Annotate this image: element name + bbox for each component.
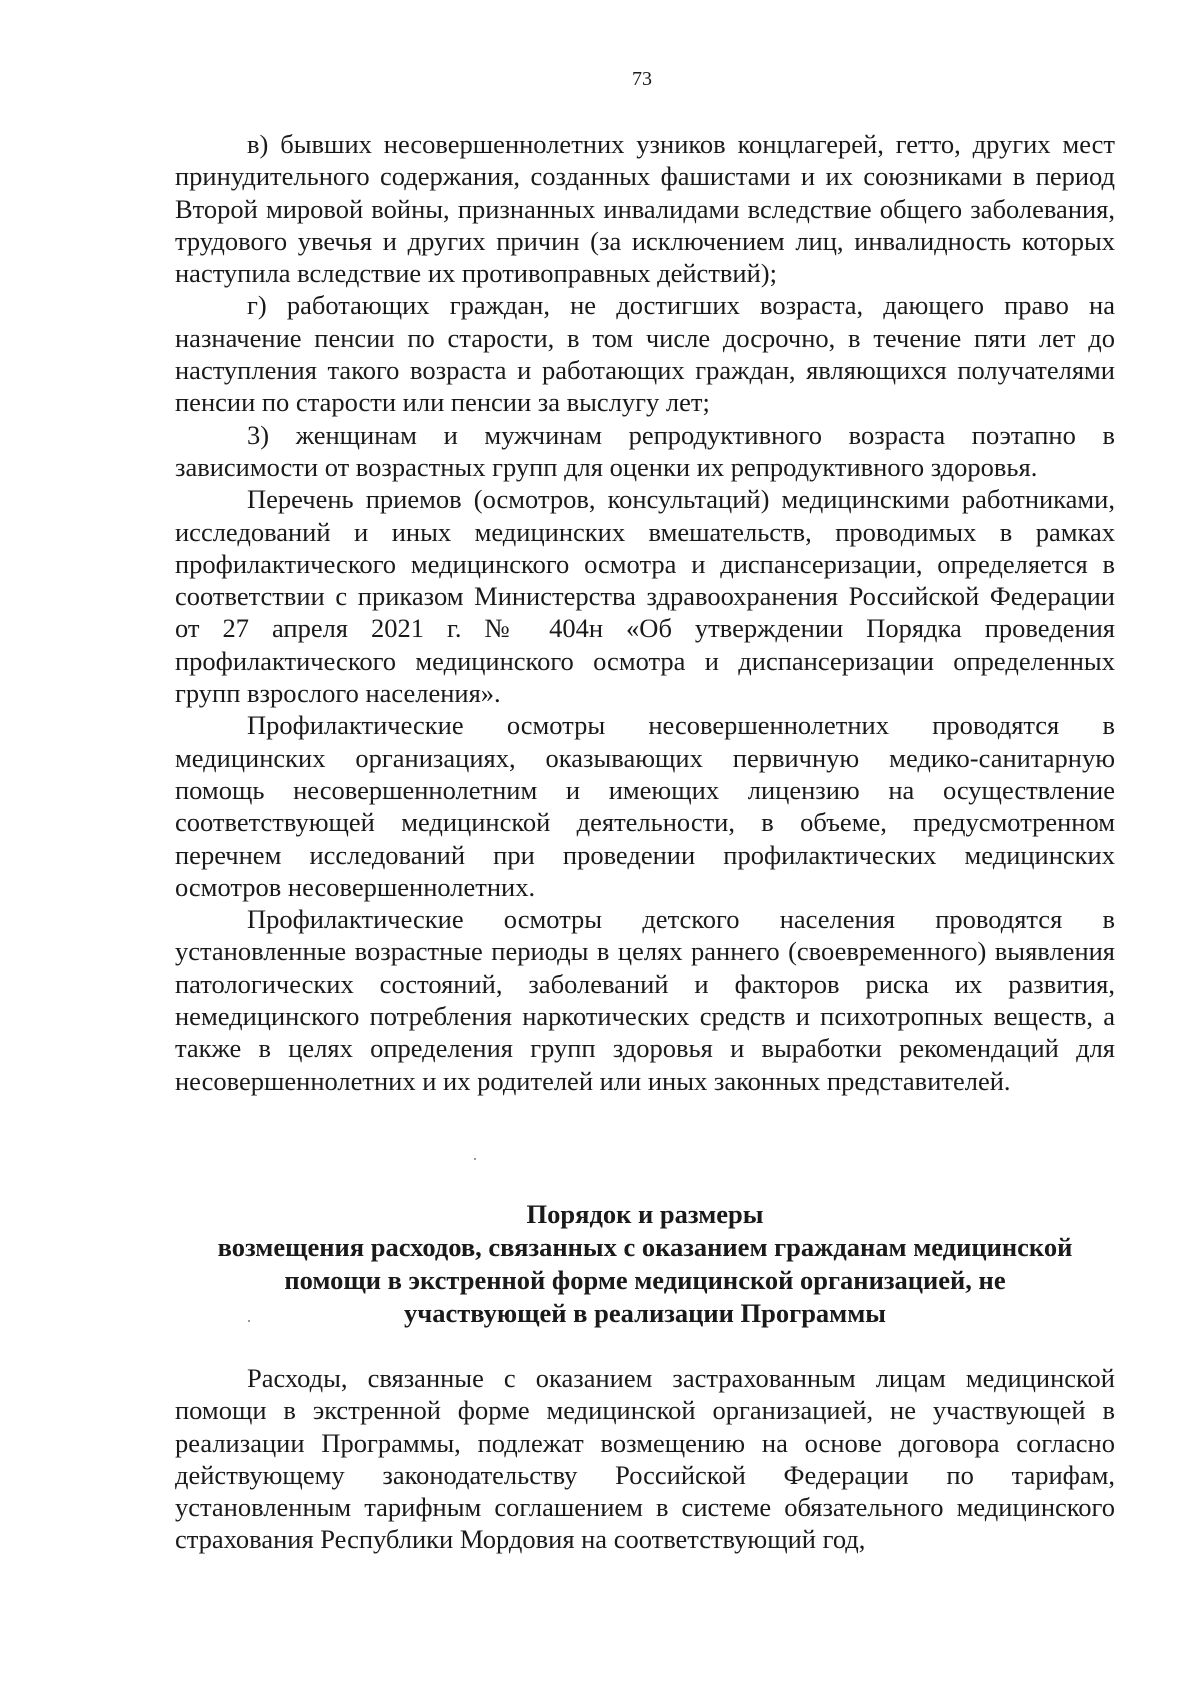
text-block-top [175, 128, 1115, 1097]
paragraph: 3) женщинам и мужчинам репродуктивного возраста поэтапно в зависимости от возрастных групп для оценки их репродуктивного здоровья. [175, 419, 1115, 482]
scan-speck [248, 1320, 250, 1322]
section-heading-line: помощи в экстренной форме медицинской организацией, не [284, 1265, 1006, 1295]
paragraph: в) бывших несовершеннолетних узников концлагерей, гетто, других мест принудительного содержания, созданных фашистами и их союзниками в период Второй мировой войны, признанных инвалидами вследствие общего заболевания, трудового увечья и других причин (за исключением лиц, инвалидность которых наступила вследствие их противоправных действий); [175, 129, 1115, 289]
paragraph: Профилактические осмотры детского населения проводятся в установленные возрастные периоды в целях раннего (своевременного) выявления патологических состояний, заболеваний и факторов риска их развития, немедицинского потребления наркотических средств и психотропных веществ, а также в целях определения групп здоровья и выработки рекомендаций для несовершеннолетних и их родителей или иных законных представителей. [175, 904, 1115, 1096]
section-heading [175, 1198, 1115, 1330]
paragraph: г) работающих граждан, не достигших возраста, дающего право на назначение пенсии по старости, в том числе досрочно, в течение пяти лет до наступления такого возраста и работающих граждан, являющихся получателями пенсии по старости или пенсии за выслугу лет; [175, 290, 1115, 418]
text-block-bottom [175, 1362, 1115, 1556]
page-number: 73 [632, 68, 652, 90]
paragraph: Расходы, связанные с оказанием застрахованным лицам медицинской помощи в экстренной форме медицинской организацией, не участвующей в реализации Программы, подлежат возмещению на основе договора согласно действующему законодательству Российской Федерации по тарифам, установленным тарифным соглашением в системе обязательного медицинского страхования Республики Мордовия на соответствующий год, [175, 1363, 1115, 1555]
scan-speck [474, 1158, 476, 1160]
section-heading-line: Порядок и размеры [526, 1199, 764, 1229]
paragraph: Профилактические осмотры несовершеннолетних проводятся в медицинских организациях, оказывающих первичную медико-санитарную помощь несовершеннолетним и имеющих лицензию на осуществление соответствующей медицинской деятельности, в объеме, предусмотренном перечнем исследований при проведении профилактических медицинских осмотров несовершеннолетних. [175, 710, 1115, 902]
section-heading-line: участвующей в реализации Программы [404, 1298, 886, 1328]
paragraph: Перечень приемов (осмотров, консультаций) медицинскими работниками, исследований и иных медицинских вмешательств, проводимых в рамках профилактического медицинского осмотра и диспансеризации, определяется в соответствии с приказом Министерства здравоохранения Российской Федерации от 27 апреля 2021 г. № 404н «Об утверждении Порядка проведения профилактического медицинского осмотра и диспансеризации определенных групп взрослого населения». [175, 484, 1115, 709]
section-heading-line: возмещения расходов, связанных с оказанием гражданам медицинской [217, 1232, 1073, 1262]
